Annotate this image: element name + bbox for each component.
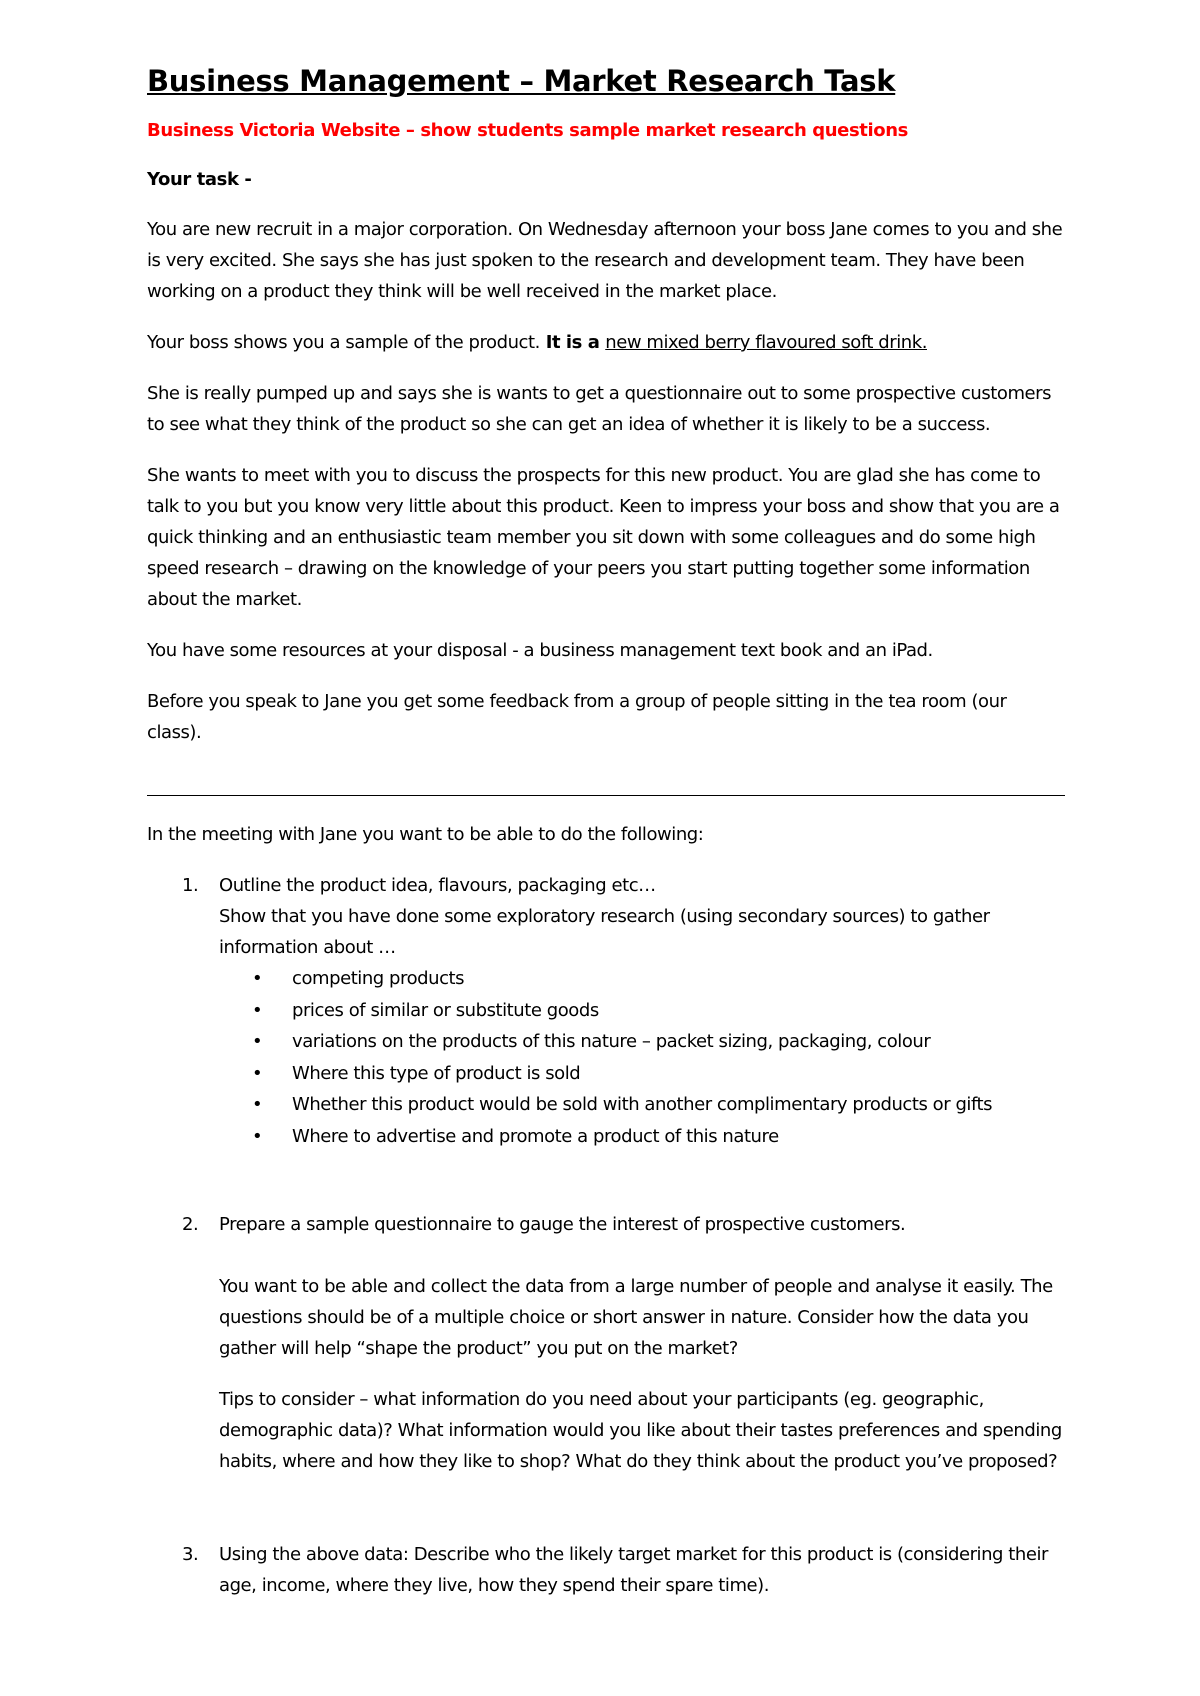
- bullet-icon: •: [252, 1031, 263, 1052]
- spacer: [219, 1364, 1065, 1384]
- meeting-intro: In the meeting with Jane you want to be able to do the following:: [147, 824, 704, 845]
- bullet-text: Whether this product would be sold with another complimentary products or gifts: [292, 1094, 993, 1115]
- bullet-icon: •: [252, 1125, 263, 1147]
- bullet-icon: •: [252, 1062, 263, 1084]
- paragraph-resources: You have some resources at your disposal - a business management text book and an iPad.: [147, 640, 933, 661]
- document-subtitle: Business Victoria Website – show students sample market research questions: [147, 120, 908, 141]
- list-item: [219, 963, 1065, 995]
- product-sample-lead: Your boss shows you a sample of the product.: [147, 332, 540, 353]
- bullet-text: competing products: [292, 968, 465, 989]
- product-description-underlined: new mixed berry flavoured soft drink.: [605, 332, 927, 353]
- task-2-prepare: Prepare a sample questionnaire to gauge the interest of prospective customers.: [219, 1214, 906, 1235]
- task-1-outline: Outline the product idea, flavours, packaging etc…: [219, 875, 656, 896]
- bullet-icon: •: [252, 999, 263, 1021]
- task-number: 2.: [182, 1214, 199, 1235]
- task-number: 3.: [182, 1544, 199, 1565]
- your-task-heading: Your task -: [147, 169, 252, 190]
- task-item-3: [147, 1539, 1065, 1601]
- list-item: [219, 995, 1065, 1027]
- list-item: [219, 1026, 1065, 1058]
- research-bullet-list: [219, 963, 1065, 1152]
- paragraph-questionnaire: She is really pumped up and says she is wants to get a questionnaire out to some prospective customers to see what they think of the product so she can get an idea of whether it is likely to be a success.: [147, 383, 1052, 435]
- list-item: [219, 1121, 1065, 1153]
- bullet-text: Where this type of product is sold: [292, 1062, 581, 1084]
- horizontal-divider: [147, 795, 1065, 796]
- bullet-icon: •: [252, 1094, 263, 1115]
- task-item-1: [147, 870, 1065, 1209]
- spacer: [219, 1477, 1065, 1539]
- bullet-text: Where to advertise and promote a product of this nature: [292, 1125, 779, 1147]
- bullet-text: variations on the products of this nature – packet sizing, packaging, colour: [292, 1031, 931, 1052]
- document-title: Business Management – Market Research Task: [147, 64, 896, 98]
- bullet-text: prices of similar or substitute goods: [292, 999, 599, 1021]
- list-item: [219, 1089, 1065, 1121]
- spacer: [219, 1152, 1065, 1209]
- task-list: [147, 870, 1065, 1601]
- paragraph-feedback: Before you speak to Jane you get some feedback from a group of people sitting in the tea room (our class).: [147, 691, 1007, 743]
- task-item-2: [147, 1209, 1065, 1539]
- task-2-tips: Tips to consider – what information do you need about your participants (eg. geographic, demographic data)? What information would you like about their tastes preferences and spending habits, where and how they like to shop? What do they think about the product you’ve proposed?: [219, 1389, 1062, 1472]
- task-3-target-market: Using the above data: Describe who the likely target market for this product is (considering their age, income, where they live, how they spend their spare time).: [219, 1544, 1048, 1596]
- list-item: [219, 1058, 1065, 1090]
- product-sample-bold: It is a: [539, 332, 606, 353]
- bullet-icon: •: [252, 968, 263, 989]
- spacer: [219, 1240, 1065, 1271]
- task-2-collect-data: You want to be able and collect the data from a large number of people and analyse it easily. The questions should be of a multiple choice or short answer in nature. Consider how the data you gather will help “shape the product” you put on the market?: [219, 1276, 1053, 1359]
- task-number: 1.: [182, 875, 199, 896]
- paragraph-meeting: She wants to meet with you to discuss the prospects for this new product. You are glad she has come to talk to you but you know very little about this product. Keen to impress your boss and show that you are a quick thinking and an enthusiastic team member you sit down with some colleagues and do some high speed research – drawing on the knowledge of your peers you start putting together some information about the market.: [147, 465, 1060, 610]
- task-1-research: Show that you have done some exploratory research (using secondary sources) to gather information about …: [219, 906, 990, 958]
- paragraph-product-sample: [147, 327, 1065, 358]
- paragraph-intro: You are new recruit in a major corporation. On Wednesday afternoon your boss Jane comes to you and she is very excited. She says she has just spoken to the research and development team. They have been working on a product they think will be well received in the market place.: [147, 219, 1063, 302]
